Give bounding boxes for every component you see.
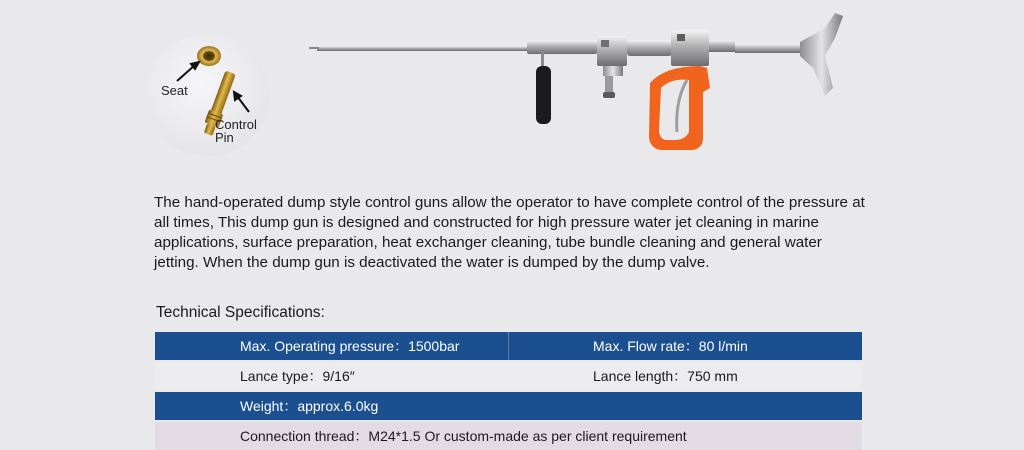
seat-part — [197, 46, 221, 66]
connection-thread: Connection thread：M24*1.5 Or custom-made as per client requirement — [240, 428, 687, 444]
lance-length: Lance length：750 mm — [593, 368, 738, 384]
weight: Weight：approx.6.0kg — [240, 398, 379, 414]
specs-row — [155, 422, 862, 450]
product-description: The hand-operated dump style control guns allow the operator to have complete control of the pressure at all times, This dump gun is designed and constructed for high pressure water jet cleaning in marine applications, surface preparation, heat exchanger cleaning, tube bundle cleaning and general water jetting. When the dump gun is deactivated the water is dumped by the dump valve. — [154, 194, 865, 271]
row-divider — [508, 332, 509, 360]
seat-arrow — [177, 65, 195, 81]
pin-label: Pin — [215, 130, 234, 145]
specs-table — [155, 332, 862, 450]
max-flow-rate: Max. Flow rate：80 l/min — [593, 338, 748, 354]
control-label: Control — [215, 117, 257, 132]
orange-trigger-handle — [649, 66, 710, 150]
specs-title: Technical Specifications: — [156, 304, 325, 321]
shoulder-stock — [800, 13, 843, 96]
specs-row — [155, 332, 862, 360]
specs-row — [155, 362, 862, 390]
dump-gun-image — [305, 8, 850, 158]
front-grip — [536, 52, 551, 124]
lance-type: Lance type：9/16″ — [240, 368, 355, 384]
max-operating-pressure: Max. Operating pressure：1500bar — [240, 338, 460, 354]
seat-label: Seat — [161, 83, 188, 98]
lance-tube — [309, 40, 597, 54]
seat-and-control-pin-photo — [147, 34, 269, 156]
specs-row — [155, 392, 862, 420]
